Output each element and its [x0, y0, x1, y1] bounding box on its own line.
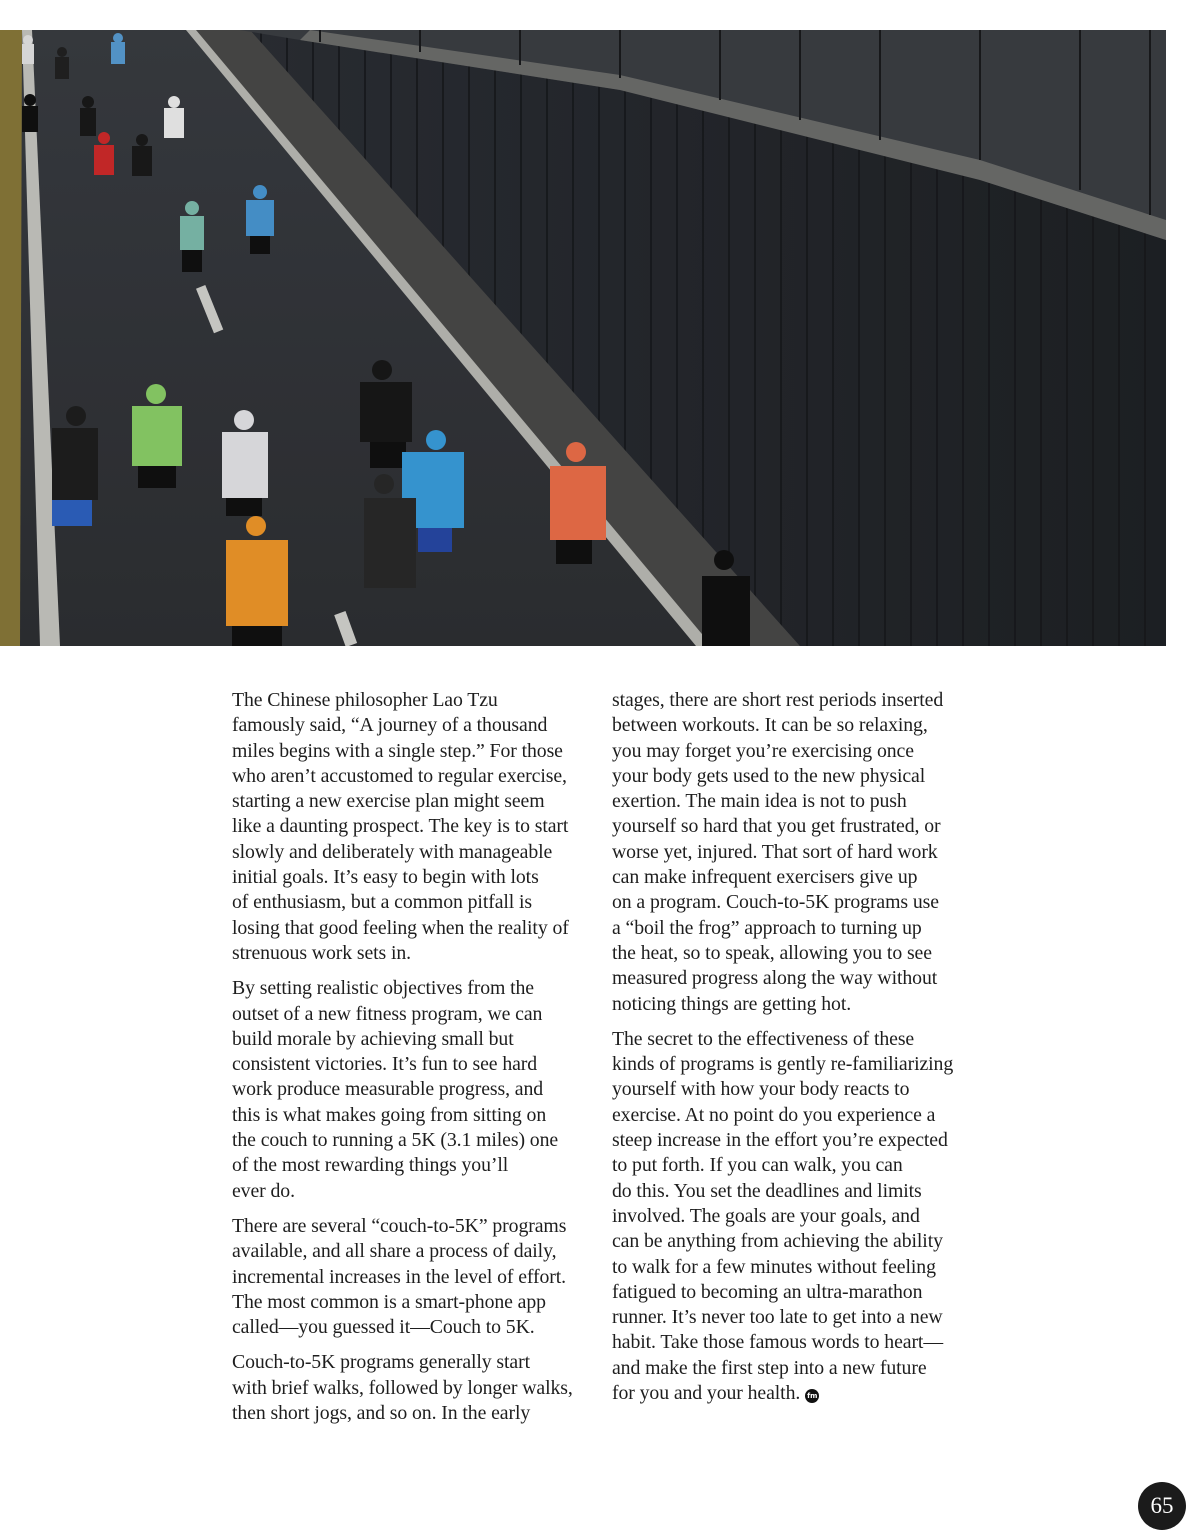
paragraph: Couch-to-5K programs generally start with brief walks, followed by longer walks, then short jogs, and so on. In the early: [232, 1351, 573, 1425]
paragraph: There are several “couch-to-5K” programs available, and all share a process of daily, incremental increases in the level of effort. The most common is a smart-phone app called—you guessed it—Couch to 5K.: [232, 1214, 567, 1339]
runners-photo: [0, 30, 1166, 646]
final-paragraph: [612, 1027, 974, 1406]
right-column: [612, 688, 974, 1426]
runners-photo-illustration: [0, 30, 1166, 646]
final-paragraph-text: The secret to the effectiveness of these kinds of programs is gently re-familiarizing yourself with how your body reacts to exercise. At no point do you experience a steep increase in the effort you’re expected to put forth. If you can walk, you can do this. You set the deadlines and limits involved. The goals are your goals, and can be anything from achieving the ability to walk for a few minutes without feeling fatigued to becoming an ultra-marathon runner. It’s never too late to get into a new habit. Take those famous words to heart— and make the first step into a new future for you and your health.: [612, 1027, 954, 1405]
paragraph: stages, there are short rest periods inserted between workouts. It can be so relaxing, you may forget you’re exercising once your body gets used to the new physical exertion. The main idea is not to push yourself so hard that you get frustrated, or worse yet, injured. That sort of hard work can make infrequent exercisers give up on a program. Couch-to-5K programs use a “boil the frog” approach to turning up the heat, so to speak, allowing you to see measured progress along the way without noticing things are getting hot.: [612, 689, 944, 1015]
paragraph: The Chinese philosopher Lao Tzu famously said, “A journey of a thousand miles begins with a single step.” For those who aren’t accustomed to regular exercise, starting a new exercise plan might seem like a daunting prospect. The key is to start slowly and deliberately with manageable initial goals. It’s easy to begin with lots of enthusiasm, but a common pitfall is losing that good feeling when the reality of strenuous work sets in.: [232, 689, 569, 964]
left-column: [232, 688, 594, 1426]
paragraph: By setting realistic objectives from the outset of a new fitness program, we can build morale by achieving small but consistent victories. It’s fun to see hard work produce measurable progress, and this is what makes going from sitting on the couch to running a 5K (3.1 miles) one of the most rewarding things you’ll ever do.: [232, 977, 559, 1202]
article-body: [232, 688, 974, 1426]
end-of-article-icon: fm: [805, 1389, 819, 1403]
page-number: 65: [1138, 1482, 1186, 1530]
